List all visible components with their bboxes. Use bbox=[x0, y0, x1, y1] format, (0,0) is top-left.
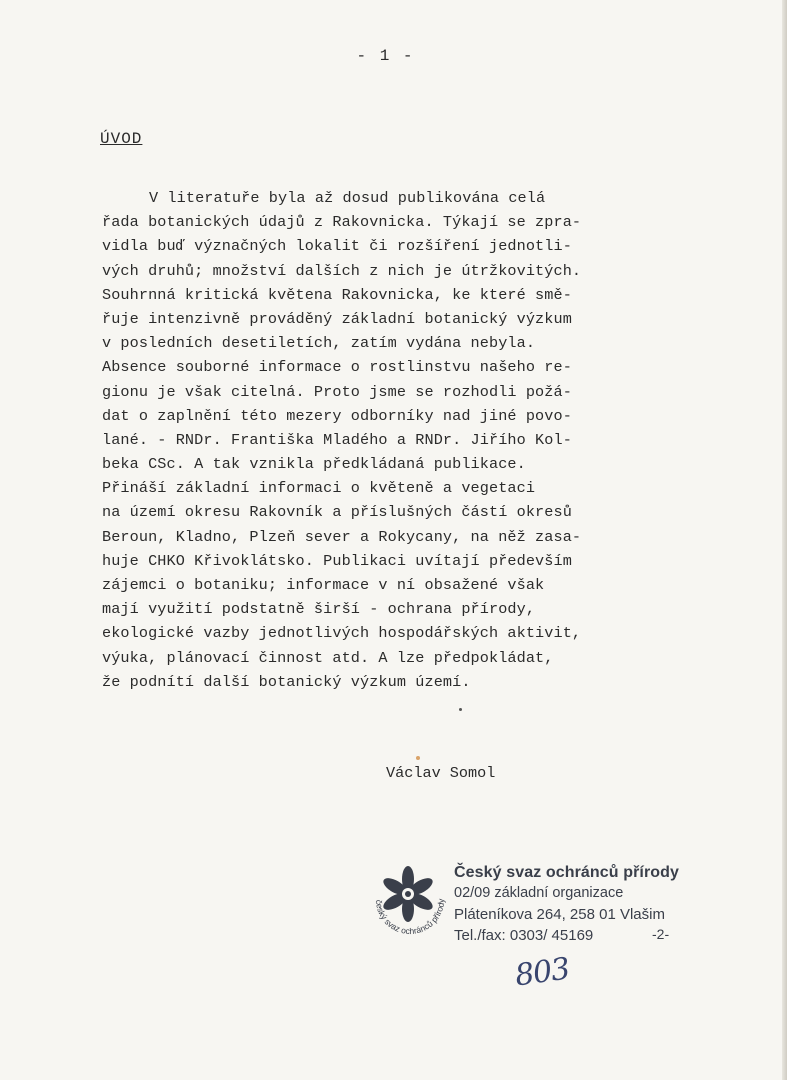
text-line: Beroun, Kladno, Plzeň sever a Rokycany, na něž zasa- bbox=[102, 527, 582, 546]
text-line: dat o zaplnění této mezery odborníky nad jiné povo- bbox=[102, 406, 572, 425]
ink-speck bbox=[459, 708, 462, 711]
handwritten-number: 803 bbox=[512, 951, 572, 994]
text-line: huje CHKO Křivoklátsko. Publikaci uvítají především bbox=[102, 551, 572, 570]
text-line: lané. - RNDr. Františka Mladého a RNDr. Jiřího Kol- bbox=[102, 430, 572, 449]
organization-stamp bbox=[372, 860, 692, 950]
stamp-page-ref: -2- bbox=[652, 926, 670, 942]
text-line: ekologické vazby jednotlivých hospodářských aktivit, bbox=[102, 624, 582, 643]
text-line: řuje intenzivně prováděný základní botanický výzkum bbox=[102, 309, 572, 328]
ink-speck bbox=[416, 756, 420, 760]
heading: ÚVOD bbox=[100, 130, 143, 148]
logo-text: český svaz ochránců přírody bbox=[373, 898, 447, 937]
flower-icon bbox=[372, 860, 450, 938]
text-line: v posledních desetiletích, zatím vydána nebyla. bbox=[102, 334, 536, 353]
page-edge bbox=[782, 0, 787, 1080]
stamp-organization: Český svaz ochránců přírody bbox=[454, 864, 680, 881]
text-line: zájemci o botaniku; informace v ní obsažené však bbox=[102, 576, 545, 594]
stamp-text bbox=[454, 862, 679, 946]
text-line: že podnítí další botanický výzkum území. bbox=[102, 672, 471, 691]
text-line: Přináší základní informaci o květeně a vegetaci bbox=[102, 479, 536, 498]
text-line: vidla buď význačných lokalit či rozšíření jednotli- bbox=[102, 237, 572, 256]
stamp-address: Pláteníkova 264, 258 01 Vlašim bbox=[454, 906, 665, 923]
stamp-phone: Tel./fax: 0303/ 45169 bbox=[454, 927, 594, 944]
body-text bbox=[102, 186, 581, 694]
signature: Václav Somol bbox=[386, 764, 496, 782]
page-number: - 1 - bbox=[356, 47, 415, 65]
text-line: na území okresu Rakovník a příslušných částí okresů bbox=[102, 503, 572, 522]
text-line: Souhrnná kritická květena Rakovnicka, ke které smě- bbox=[102, 285, 572, 304]
stamp-unit: 02/09 základní organizace bbox=[454, 885, 624, 901]
text-line: mají využití podstatně širší - ochrana přírody, bbox=[102, 600, 536, 619]
text-line: V literatuře byla až dosud publikována celá bbox=[149, 189, 546, 207]
text-line: vých druhů; množství dalších z nich je útržkovitých. bbox=[102, 261, 582, 280]
text-line: Absence souborné informace o rostlinstvu našeho re- bbox=[102, 358, 572, 377]
text-line: řada botanických údajů z Rakovnicka. Týkají se zpra- bbox=[102, 213, 582, 232]
text-line: gionu je však citelná. Proto jsme se rozhodli požá- bbox=[102, 382, 572, 401]
text-line: beka CSc. A tak vznikla předkládaná publikace. bbox=[102, 455, 526, 474]
text-line: výuka, plánovací činnost atd. A lze předpokládat, bbox=[102, 648, 554, 667]
